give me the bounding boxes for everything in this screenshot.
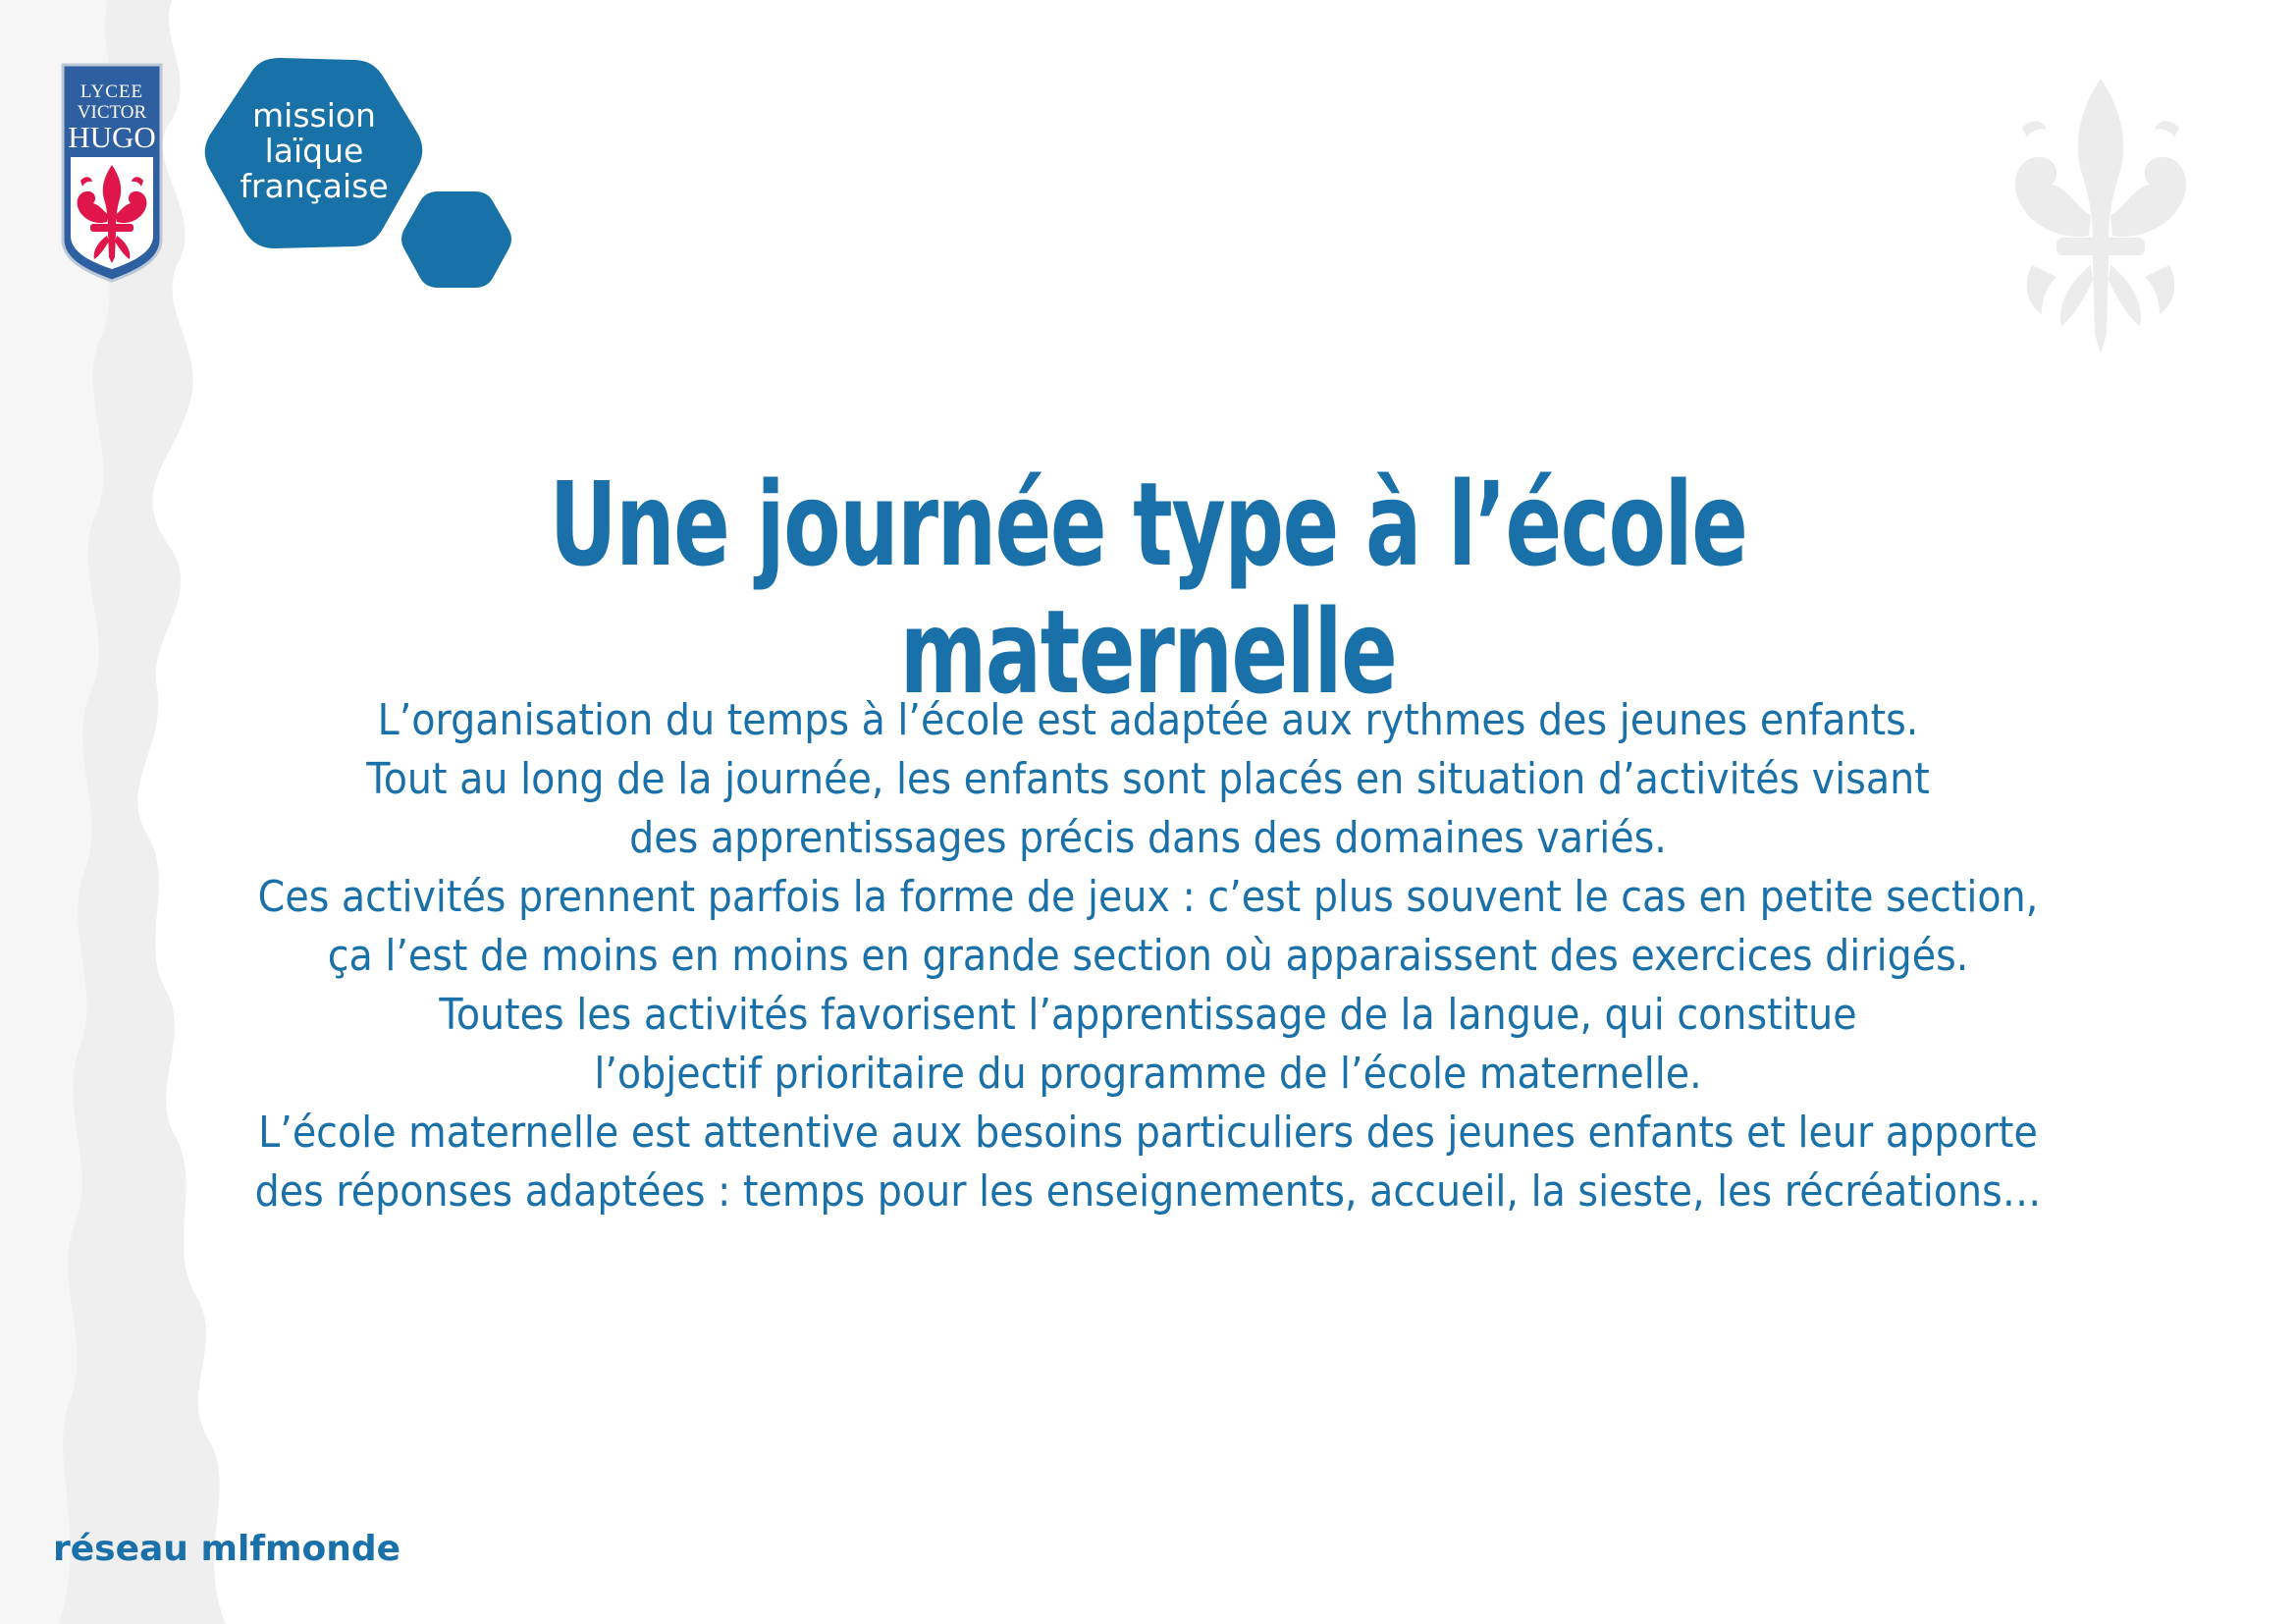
body-line: Ces activités prennent parfois la forme de jeux : c’est plus souvent le cas en petite section, [257, 872, 2039, 922]
mlf-logo-line1: mission [252, 96, 376, 135]
crest-text-line1: LYCEE [80, 81, 144, 102]
mlf-logo-line3: française [240, 167, 389, 205]
fleur-de-lis-icon [2002, 69, 2199, 363]
body-line: L’organisation du temps à l’école est adaptée aux rythmes des jeunes enfants. [377, 695, 1919, 745]
mlf-logo [196, 54, 520, 309]
crest-text-line2: VICTOR [77, 102, 147, 123]
body-line: l’objectif prioritaire du programme de l’école maternelle. [594, 1049, 1702, 1099]
body-line: des réponses adaptées : temps pour les enseignements, accueil, la sieste, les récréations… [254, 1166, 2042, 1217]
lycee-crest-logo [61, 63, 163, 283]
body-line: L’école maternelle est attentive aux besoins particuliers des jeunes enfants et leur apporte [258, 1108, 2038, 1158]
body-paragraph [0, 691, 2296, 1221]
footer-network-name: réseau mlfmonde [53, 1529, 401, 1569]
crest-text-line3: HUGO [68, 120, 156, 154]
body-line: ça l’est de moins en moins en grande section où apparaissent des exercices dirigés. [327, 931, 1969, 981]
mlf-logo-line2: laïque [264, 132, 364, 170]
body-line: Tout au long de la journée, les enfants sont placés en situation d’activités visant [366, 754, 1930, 804]
body-line: des apprentissages précis dans des domaines variés. [629, 813, 1667, 863]
body-line: Toutes les activités favorisent l’apprentissage de la langue, qui constitue [439, 990, 1857, 1040]
page-title: Une journée type à l’école maternelle [549, 457, 1747, 720]
